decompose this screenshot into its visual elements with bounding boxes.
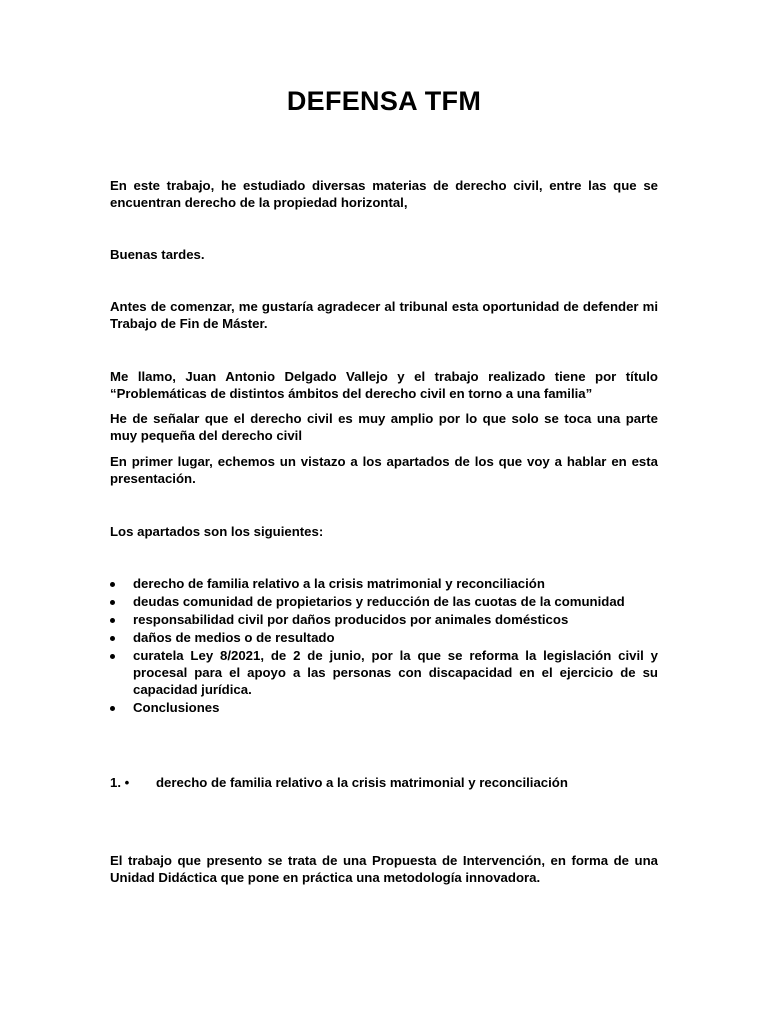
bullet-icon [110, 706, 115, 711]
bullet-icon [110, 582, 115, 587]
section-number: 1. • [110, 775, 130, 790]
presentation-paragraph: Me llamo, Juan Antonio Delgado Vallejo y el trabajo realizado tiene por título “Problemáticas de distintos ámbitos del derecho civil en torno a una familia” [110, 369, 658, 401]
document-title: DEFENSA TFM [286, 86, 482, 116]
list-item: curatela Ley 8/2021, de 2 de junio, por la que se reforma la legislación civil y procesal para el apoyo a las personas con discapacidad en el ejercicio de su capacidad jurídica. [110, 648, 658, 698]
list-item: Conclusiones [110, 700, 658, 717]
closing-paragraph: El trabajo que presento se trata de una Propuesta de Intervención, en forma de una Unidad Didáctica que pone en práctica una metodología innovadora. [110, 853, 658, 885]
greeting-paragraph: Buenas tardes. [110, 247, 205, 262]
section-heading-text: derecho de familia relativo a la crisis matrimonial y reconciliación [156, 775, 568, 790]
sections-list [110, 576, 658, 718]
list-item: derecho de familia relativo a la crisis matrimonial y reconciliación [110, 576, 658, 593]
section-heading [110, 775, 658, 792]
bullet-icon [110, 636, 115, 641]
thanks-paragraph: Antes de comenzar, me gustaría agradecer al tribunal esta oportunidad de defender mi Trabajo de Fin de Máster. [110, 299, 658, 331]
bullet-icon [110, 618, 115, 623]
sections-intro-paragraph: Los apartados son los siguientes: [110, 524, 324, 539]
bullet-icon [110, 600, 115, 605]
list-item: responsabilidad civil por daños producidos por animales domésticos [110, 612, 658, 629]
intro-paragraph: En este trabajo, he estudiado diversas materias de derecho civil, entre las que se encuentran derecho de la propiedad horizontal, [110, 178, 658, 210]
scope-paragraph: He de señalar que el derecho civil es muy amplio por lo que solo se toca una parte muy pequeña del derecho civil [110, 411, 658, 443]
list-item: daños de medios o de resultado [110, 630, 658, 647]
overview-paragraph: En primer lugar, echemos un vistazo a los apartados de los que voy a hablar en esta presentación. [110, 454, 658, 486]
bullet-icon [110, 654, 115, 659]
list-item: deudas comunidad de propietarios y reducción de las cuotas de la comunidad [110, 594, 658, 611]
